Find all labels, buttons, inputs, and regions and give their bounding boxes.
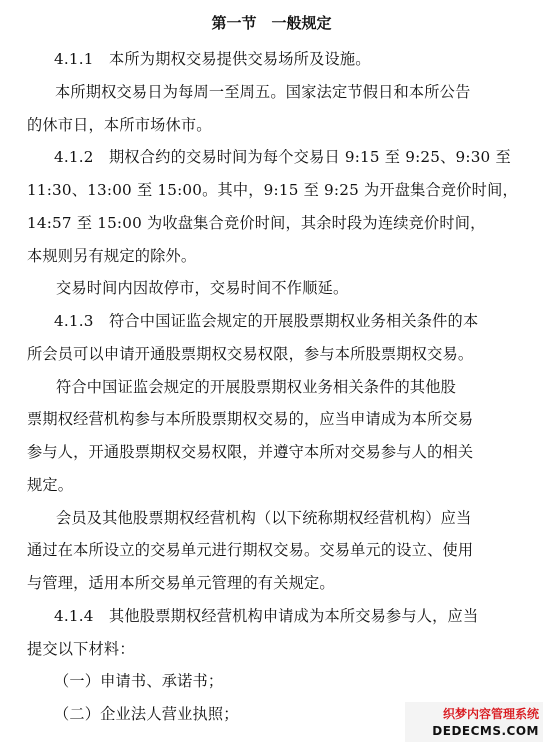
paragraph-trading-units-line-3: 与管理，适用本所交易单元管理的有关规定。 xyxy=(27,574,335,592)
paragraph-4-1-4-line-1: 4.1.4 其他股票期权经营机构申请成为本所交易参与人，应当 xyxy=(54,607,479,625)
paragraph-other-institutions-line-4: 规定。 xyxy=(27,476,74,494)
paragraph-4-1-3-line-2: 所会员可以申请开通股票期权交易权限，参与本所股票期权交易。 xyxy=(27,345,474,363)
paragraph-4-1-3-line-1: 4.1.3 符合中国证监会规定的开展股票期权业务相关条件的本 xyxy=(54,312,479,330)
paragraph-4-1-2-line-2: 11:30、13:00 至 15:00。其中，9:15 至 9:25 为开盘集合竞价时间， xyxy=(27,181,518,199)
paragraph-4-1-1: 4.1.1 本所为期权交易提供交易场所及设施。 xyxy=(54,50,371,68)
paragraph-other-institutions-line-2: 票期权经营机构参与本所股票期权交易的，应当申请成为本所交易 xyxy=(27,410,474,428)
paragraph-4-1-4-line-2: 提交以下材料： xyxy=(27,640,135,658)
watermark-site-name: 织梦内容管理系统 xyxy=(442,707,539,721)
paragraph-4-1-2-line-1: 4.1.2 期权合约的交易时间为每个交易日 9:15 至 9:25、9:30 至 xyxy=(54,148,511,166)
paragraph-trading-days-line-1: 本所期权交易日为每周一至周五。国家法定节假日和本所公告 xyxy=(55,83,471,101)
paragraph-other-institutions-line-1: 符合中国证监会规定的开展股票期权业务相关条件的其他股 xyxy=(56,378,457,396)
section-title: 第一节 一般规定 xyxy=(211,14,332,32)
paragraph-suspension: 交易时间内因故停市，交易时间不作顺延。 xyxy=(56,279,349,297)
paragraph-trading-units-line-1: 会员及其他股票期权经营机构（以下统称期权经营机构）应当 xyxy=(56,509,472,527)
list-item-2: （二）企业法人营业执照； xyxy=(54,705,239,723)
paragraph-4-1-2-line-4: 本规则另有规定的除外。 xyxy=(27,247,197,265)
list-item-1: （一）申请书、承诺书； xyxy=(54,672,224,690)
paragraph-trading-units-line-2: 通过在本所设立的交易单元进行期权交易。交易单元的设立、使用 xyxy=(27,541,474,559)
paragraph-4-1-2-line-3: 14:57 至 15:00 为收盘集合竞价时间，其余时段为连续竞价时间， xyxy=(27,214,486,232)
watermark-domain: DEDECMS.COM xyxy=(432,724,539,738)
paragraph-other-institutions-line-3: 参与人，开通股票期权交易权限，并遵守本所对交易参与人的相关 xyxy=(27,443,474,461)
watermark-logo xyxy=(405,702,543,742)
paragraph-trading-days-line-2: 的休市日，本所市场休市。 xyxy=(27,116,212,134)
